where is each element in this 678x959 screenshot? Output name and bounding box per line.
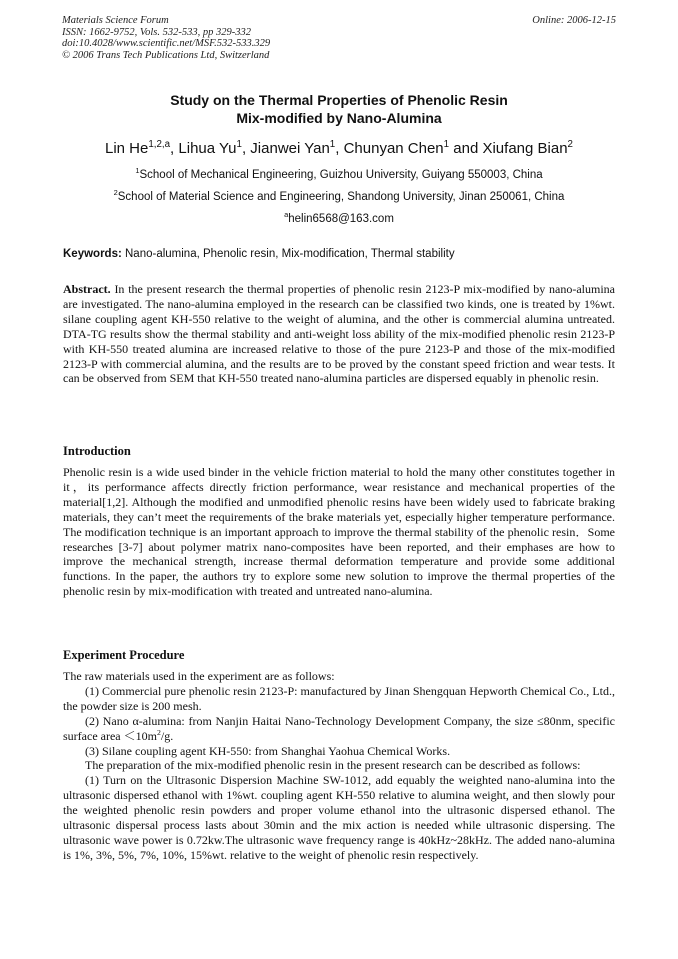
affiliation-2: $^2$School of Material Science and Engineering, Shandong University, Jinan 250061, China xyxy=(113,188,565,203)
journal-name: Materials Science Forum xyxy=(62,15,169,26)
online-date: Online: 2006-12-15 xyxy=(532,15,616,26)
introduction-paragraph: Phenolic resin is a wide used binder in the vehicle friction material to hold the many other constitutes together in it，its performance affects directly friction performance, wear resistance and mechanical properties of the material[1,2]. Although the modified and unmodified phenolic resins have been widely used to fabricate braking materials, they can’t meet the requirements of the brake materials yet, especially higher temperature performance. The modification technique is an important approach to improve the thermal stability of the phenolic resin．Some researches [3-7] about polymer matrix nano-composites have been reported, and their emphases are how to improve the mechanical strength, increase thermal deformation temperature and provide some additional functions. In the paper, the authors try to explore some new solution to improve the thermal properties of the phenolic resin by mix-modification with treated and untreated nano-alumina. xyxy=(63,465,615,599)
author-4: Chunyan Chen$^1$ and xyxy=(343,139,483,157)
paper-title xyxy=(40,91,638,127)
copyright-line: © 2006 Trans Tech Publications Ltd, Switzerland xyxy=(62,49,270,61)
material-item-3: (3) Silane coupling agent KH-550: from Shanghai Yaohua Chemical Works. xyxy=(85,743,451,758)
material-item-2: (2) Nano α-alumina: from Nanjin Haitai Nano-Technology Development Company, the size ≤80nm, specific surface area $<10m^2/g$. xyxy=(63,713,615,743)
abstract-label: Abstract. xyxy=(63,282,111,296)
author-email: $^a$helin6568@163.com xyxy=(284,210,394,225)
page-header xyxy=(62,15,616,61)
doi-line: doi:10.4028/www.scientific.net/MSF.532-533.329 xyxy=(62,38,271,49)
abstract-text: In the present research the thermal properties of phenolic resin 2123-P mix-modified by nano-alumina are investigated. The nano-alumina employed in the research can be classified two kinds, one is treated by 1%wt. silane coupling agent KH-550 relative to the weight of alumina, and the other is commercial alumina untreated. DTA-TG results show the thermal stability and anti-weight loss ability of the mix-modified phenolic resin 2123-P with KH-550 treated alumina are increased relative to those of the pure 2123-P and those of the mix-modified 2123-P with commercial alumina, and the results are to be proved by the constant speed friction and wear tests. It can be observed from SEM that KH-550 treated nano-alumina particles are dispersed equably in phenolic resin. xyxy=(63,282,615,386)
keywords-label: Keywords: xyxy=(63,248,122,260)
issn-line: ISSN: 1662-9752, Vols. 532-533, pp 329-332 xyxy=(62,26,251,38)
author-list xyxy=(20,139,658,159)
preparation-intro: The preparation of the mix-modified phenolic resin in the present research can be described as follows: xyxy=(85,758,581,773)
experiment-intro: The raw materials used in the experiment are as follows: xyxy=(63,669,335,683)
introduction-body xyxy=(63,465,615,599)
affiliation-1: $^1$School of Mechanical Engineering, Guizhou University, Guiyang 550003, China xyxy=(135,166,543,181)
preparation-step-1: (1) Turn on the Ultrasonic Dispersion Machine SW-1012, add equably the weighted nano-alumina into the ultrasonic dispersed ethanol with 1%wt. coupling agent KH-550 relative to alumina weight, and then slowly pour the weighted phenolic resin powders and proper volume ethanol into the ultrasonic dispersed ethanol. The ultrasonic dispersal process lasts about 30min and the mix action is needed while ultrasonic dispersing. The ultrasonic wave power is 0.72kw.The ultrasonic wave frequency range is 40kHz~28kHz. The added nano-alumina is 1%, 3%, 5%, 7%, 10%, 15%wt. relative to the weight of phenolic resin respectively. xyxy=(63,773,615,862)
title-line-1: Study on the Thermal Properties of Phenolic Resin xyxy=(170,92,508,108)
author-3: Jianwei Yan$^1$, xyxy=(250,139,344,157)
title-line-2: Mix-modified by Nano-Alumina xyxy=(236,110,442,126)
experiment-body xyxy=(63,669,615,863)
keywords xyxy=(63,247,615,261)
introduction-heading: Introduction xyxy=(63,444,131,458)
abstract xyxy=(63,282,615,386)
experiment-heading: Experiment Procedure xyxy=(63,648,185,662)
author-2: Lihua Yu$^1$, xyxy=(178,139,251,157)
author-1: Lin He$^{1,2,a}$, xyxy=(105,139,179,157)
keywords-text: Nano-alumina, Phenolic resin, Mix-modification, Thermal stability xyxy=(125,248,455,260)
material-item-1: (1) Commercial pure phenolic resin 2123-P: manufactured by Jinan Shengquan Hepworth Chemical Co., Ltd., the powder size is 200 mesh. xyxy=(63,683,615,713)
author-5: Xiufang Bian$^2$ xyxy=(482,139,573,157)
